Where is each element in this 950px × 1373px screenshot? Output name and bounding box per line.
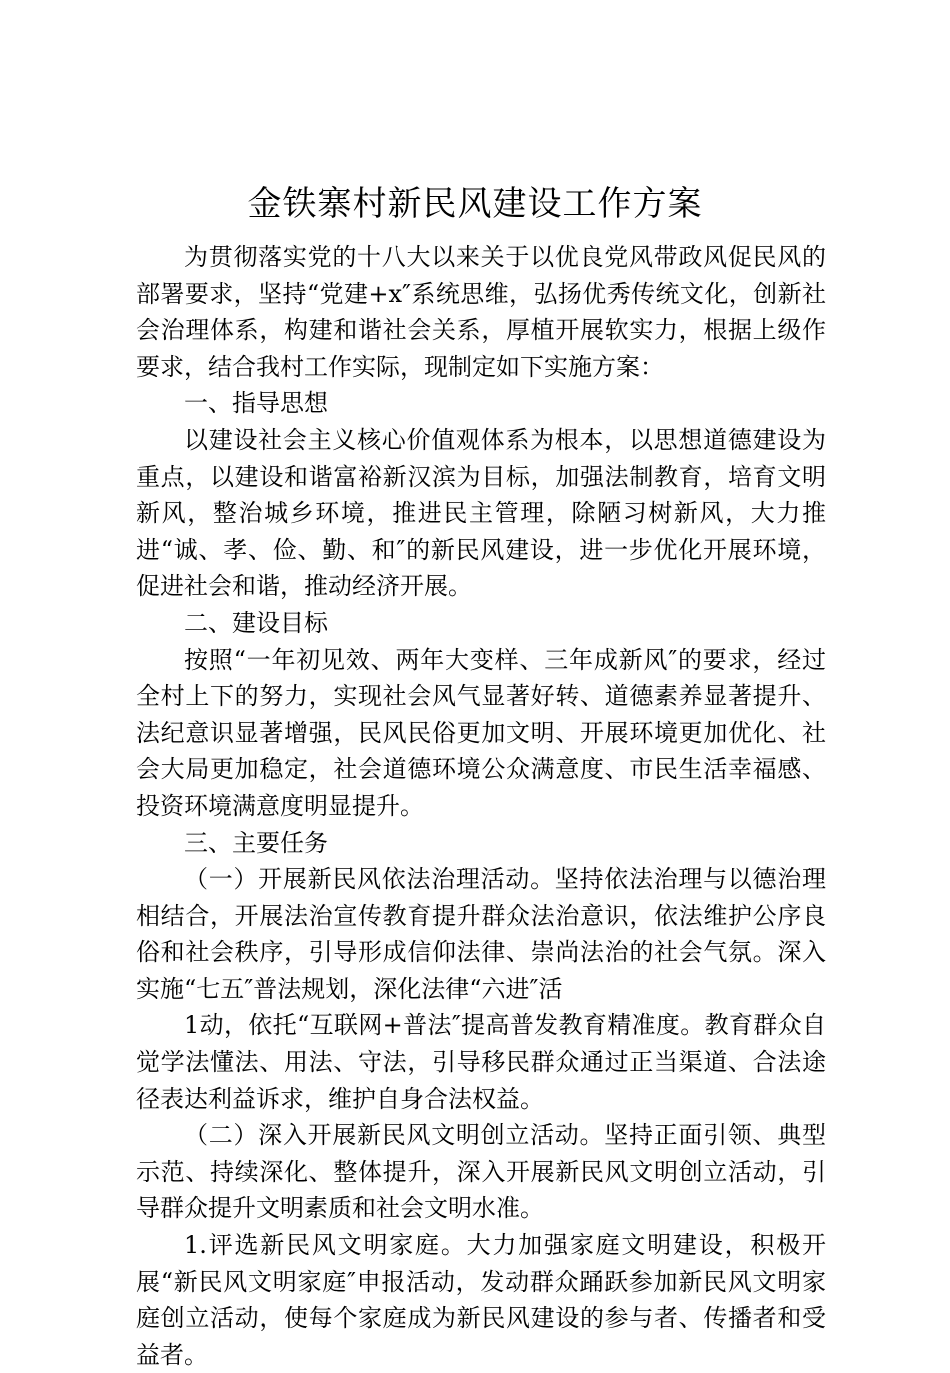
paragraph-guiding-thought: 以建设社会主义核心价值观体系为根本，以思想道德建设为重点，以建设和谐富裕新汉滨为目标，加强法制教育，培育文明新风，整治城乡环境，推进民主管理，除陋习树新风，大力推进“诚、孝、俭、勤、和″的新民风建设，进一步优化开展环境，促进社会和谐，推动经济开展。 [136,425,826,601]
paragraph-task-2: （二）深入开展新民风文明创立活动。坚持正面引领、典型示范、持续深化、整体提升，深入开展新民风文明创立活动，引导群众提升文明素质和社会文明水准。 [136,1121,826,1223]
paragraph-task-2-item-1: 1.评选新民风文明家庭。大力加强家庭文明建设，积极开展“新民风文明家庭″申报活动，发动群众踊跃参加新民风文明家庭创立活动，使每个家庭成为新民风建设的参与者、传播者和受益者。 [136,1231,826,1369]
document-title: 金铁寨村新民风建设工作方案 [247,184,703,224]
section-heading-guiding-thought: 一、指导思想 [184,389,328,418]
document-body [136,239,826,1373]
paragraph-goals: 按照“一年初见效、两年大变样、三年成新风″的要求，经过全村上下的努力，实现社会风气显著好转、道德素养显著提升、法纪意识显著增强，民风民俗更加文明、开展环境更加优化、社会大局更加稳定，社会道德环境公众满意度、市民生活幸福感、投资环境满意度明显提升。 [136,645,826,820]
section-heading-main-tasks: 三、主要任务 [184,828,328,857]
paragraph-intro: 为贯彻落实党的十八大以来关于以优良党风带政风促民风的部署要求，坚持“党建+x″系统思维，弘扬优秀传统文化，创新社会治理体系，构建和谐社会关系，厚植开展软实力，根据上级作要求，结合我村工作实际，现制定如下实施方案： [136,243,826,381]
paragraph-task-1: （一）开展新民风依法治理活动。坚持依法治理与以德治理相结合，开展法治宣传教育提升群众法治意识，依法维护公序良俗和社会秩序，引导形成信仰法律、崇尚法治的社会气氛。深入实施“七五″普法规划，深化法律“六进″活 [136,865,826,1003]
section-heading-goals: 二、建设目标 [184,608,328,637]
paragraph-task-1-continued: 1动，依托“互联网+普法″提高普发教育精准度。教育群众自觉学法懂法、用法、守法，引导移民群众通过正当渠道、合法途径表达利益诉求，维护自身合法权益。 [136,1011,826,1113]
